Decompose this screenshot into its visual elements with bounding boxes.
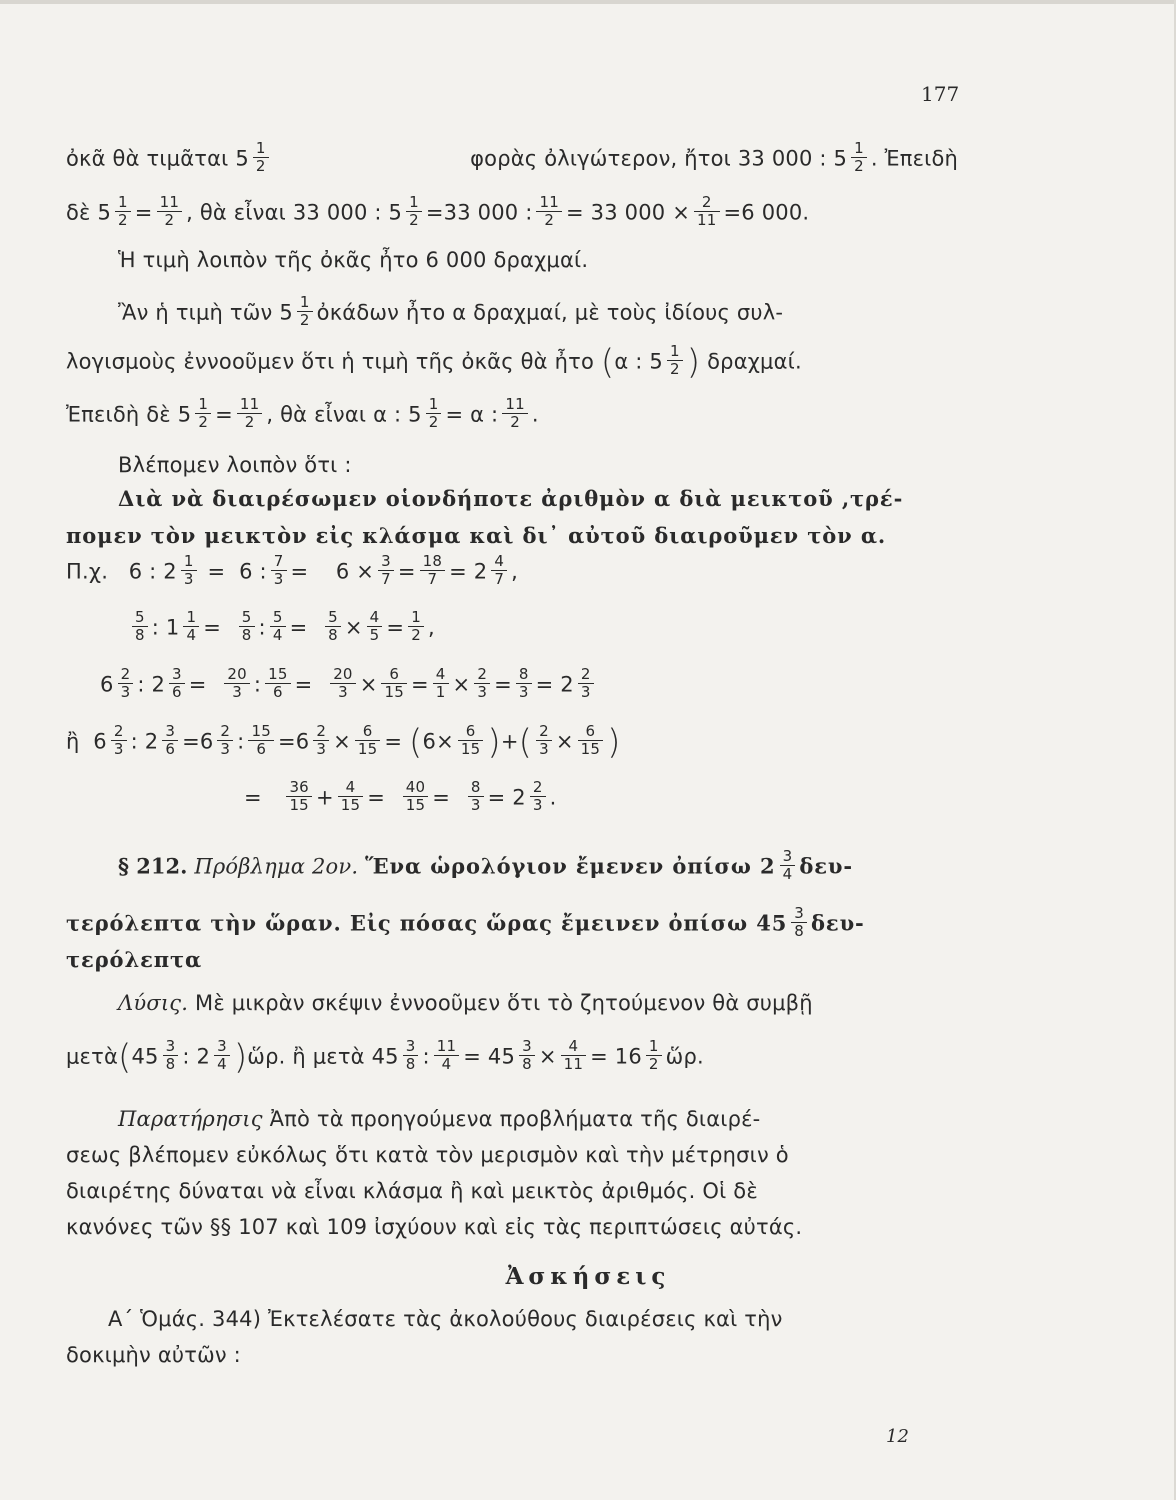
fraction: $\frac{1}{2}$	[195, 396, 211, 431]
fraction: $\frac{8}{3}$	[468, 779, 484, 814]
fraction: $\frac{2}{3}$	[474, 666, 490, 701]
solution-line-2: μετὰ(45 $\frac{3}{8}$ : 2 $\frac{3}{4}$ )ὥρ. ἢ μετὰ 45 $\frac{3}{8}$ : $\frac{11}{4}$ = 45 $\frac{3}{8}$ × $\frac{4}{11}$ = 16 $\frac{1}{2}$ ὥρ.	[66, 1037, 704, 1078]
fraction: $\frac{6}{15}$	[381, 666, 407, 701]
fraction: $\frac{1}{2}$	[406, 194, 422, 229]
fraction: $\frac{1}{4}$	[183, 609, 199, 644]
text-line-1	[66, 139, 958, 177]
fraction: $\frac{3}{4}$	[214, 1038, 230, 1073]
fraction: $\frac{6}{15}$	[458, 723, 484, 758]
exercise-line-1: Α΄ Ὁμάς. 344) Ἐκτελέσατε τὰς ἀκολούθους διαιρέσεις καὶ τὴν	[108, 1307, 783, 1331]
fraction: $\frac{36}{15}$	[286, 779, 312, 814]
section-heading: Ἀσκήσεις	[505, 1263, 671, 1290]
fraction: $\frac{2}{3}$	[118, 666, 134, 701]
fraction: $\frac{3}{6}$	[162, 723, 178, 758]
fraction: $\frac{2}{3}$	[536, 723, 552, 758]
page-top-edge	[0, 0, 1176, 4]
fraction: $\frac{8}{3}$	[516, 666, 532, 701]
fraction: $\frac{1}{2}$	[646, 1038, 662, 1073]
fraction: $\frac{15}{6}$	[248, 723, 274, 758]
remark-line-4: κανόνες τῶν §§ 107 καὶ 109 ἰσχύουν καὶ εἰς τὰς περιπτώσεις αὐτάς.	[66, 1215, 803, 1239]
fraction: $\frac{3}{7}$	[378, 553, 394, 588]
solution-line-1: Λύσις. Μὲ μικρὰν σκέψιν ἐννοοῦμεν ὅτι τὸ ζητούμενον θὰ συμβῇ	[118, 991, 813, 1015]
text-line-3	[118, 245, 1010, 275]
fraction: $\frac{18}{7}$	[420, 553, 446, 588]
fraction: $\frac{1}{2}$	[667, 343, 683, 378]
fraction: $\frac{11}{2}$	[502, 396, 528, 431]
example-line-3: 6 $\frac{2}{3}$ : 2 $\frac{3}{6}$ = $\frac{20}{3}$ : $\frac{15}{6}$ = $\frac{20}{3}$ × $\frac{6}{15}$ = $\frac{4}{1}$ × $\frac{2}{3}$ = $\frac{8}{3}$ = 2 $\frac{2}{3}$	[100, 668, 992, 703]
fraction: $\frac{1}{2}$	[426, 396, 442, 431]
fraction: $\frac{40}{15}$	[403, 779, 429, 814]
fraction: $\frac{4}{1}$	[433, 666, 449, 701]
fraction: $\frac{5}{8}$	[325, 609, 341, 644]
fraction: $\frac{3}{4}$	[780, 848, 796, 883]
fraction: $\frac{2}{3}$	[217, 723, 233, 758]
fraction: $\frac{15}{6}$	[265, 666, 291, 701]
fraction: $\frac{1}{3}$	[181, 553, 197, 588]
fraction: $\frac{4}{11}$	[561, 1038, 587, 1073]
fraction: $\frac{1}{2}$	[408, 609, 424, 644]
fraction: $\frac{5}{8}$	[132, 609, 148, 644]
problem-line-1: § 212. Πρόβλημα 2ον. Ἕνα ὡρολόγιον ἔμενεν ὀπίσω 2 $\frac{3}{4}$ δευ-	[118, 847, 853, 883]
fraction: $\frac{1}{2}$	[297, 294, 313, 329]
text-line-5	[66, 342, 958, 383]
example-line-5: = $\frac{36}{15}$ + $\frac{4}{15}$ = $\frac{40}{15}$ = $\frac{8}{3}$ = 2 $\frac{2}{3}$ .	[244, 778, 557, 814]
remark-line-2: σεως βλέπομεν εὐκόλως ὅτι κατὰ τὸν μερισμὸν καὶ τὴν μέτρησιν ὁ	[66, 1143, 789, 1167]
remark-line-3: διαιρέτης δύναται νὰ εἶναι κλάσμα ἢ καὶ μεικτὸς ἀριθμός. Οἱ δὲ	[66, 1179, 758, 1203]
page-number: 177	[921, 82, 960, 106]
problem-line-2: τερόλεπτα τὴν ὥραν. Εἰς πόσας ὥρας ἔμεινεν ὀπίσω 45 $\frac{3}{8}$ δευ-	[66, 904, 865, 940]
fraction: $\frac{4}{7}$	[491, 553, 507, 588]
text-line-6: Ἐπειδὴ δὲ 5 $\frac{1}{2}$ = $\frac{11}{2}$ , θὰ εἶναι α : 5 $\frac{1}{2}$ = α : $\frac{11}{2}$ .	[66, 395, 539, 431]
text-segment: δὲ 5 $\frac{1}{2}$ = $\frac{11}{2}$ , θὰ εἶναι 33 000 : 5 $\frac{1}{2}$ =33 000 : $\frac{11}{2}$ = 33 000 × $\frac{2}{11}$ =6 000.	[66, 193, 810, 229]
fraction: $\frac{3}{8}$	[519, 1038, 535, 1073]
fraction: $\frac{20}{3}$	[330, 666, 356, 701]
text-line-2	[66, 193, 958, 231]
fraction: $\frac{3}{8}$	[791, 905, 807, 940]
fraction: $\frac{1}{2}$	[253, 140, 269, 175]
fraction: $\frac{4}{15}$	[338, 779, 364, 814]
example-line-1: Π.χ. 6 : 2 $\frac{1}{3}$ = 6 : $\frac{7}{3}$ = 6 × $\frac{3}{7}$ = $\frac{18}{7}$ = 2 $\frac{4}{7}$ ,	[66, 552, 519, 588]
text-segment: λογισμοὺς ἐννοοῦμεν ὅτι ἡ τιμὴ τῆς ὀκᾶς θὰ ἦτο (α : 5 $\frac{1}{2}$ ) δραχμαί.	[66, 342, 802, 383]
text-segment: Ἡ τιμὴ λοιπὸν τῆς ὀκᾶς ἦτο 6 000 δραχμαί.	[118, 248, 589, 272]
fraction: $\frac{3}{6}$	[169, 666, 185, 701]
exercise-line-2: δοκιμὴν αὐτῶν :	[66, 1343, 241, 1367]
fraction: $\frac{11}{2}$	[536, 194, 562, 229]
fraction: $\frac{6}{15}$	[578, 723, 604, 758]
footer-number: 12	[886, 1426, 909, 1447]
text-line-7: Βλέπομεν λοιπὸν ὅτι :	[118, 453, 352, 477]
fraction: $\frac{2}{3}$	[111, 723, 127, 758]
fraction: $\frac{5}{8}$	[239, 609, 255, 644]
fraction: $\frac{2}{3}$	[530, 779, 546, 814]
fraction: $\frac{11}{2}$	[157, 194, 183, 229]
fraction: $\frac{1}{2}$	[115, 194, 131, 229]
fraction: $\frac{6}{15}$	[355, 723, 381, 758]
example-line-4: ἢ 6 $\frac{2}{3}$ : 2 $\frac{3}{6}$ =6 $\frac{2}{3}$ : $\frac{15}{6}$ =6 $\frac{2}{3}$ × $\frac{6}{15}$ = (6× $\frac{6}{15}$ )+( $\frac{2}{3}$ × $\frac{6}{15}$ )	[66, 722, 621, 763]
fraction: $\frac{2}{3}$	[578, 666, 594, 701]
rule-line-2: πομεν τὸν μεικτὸν εἰς κλάσμα καὶ δι᾽ αὐτοῦ διαιροῦμεν τὸν α.	[66, 523, 887, 548]
text-segment: ὀκᾶ θὰ τιμᾶται 5 $\frac{1}{2}$	[66, 142, 273, 177]
fraction: $\frac{4}{5}$	[367, 609, 383, 644]
example-line-2: $\frac{5}{8}$ : 1 $\frac{1}{4}$ = $\frac{5}{8}$ : $\frac{5}{4}$ = $\frac{5}{8}$ × $\frac{4}{5}$ = $\frac{1}{2}$ ,	[128, 611, 1020, 646]
fraction: $\frac{1}{2}$	[851, 140, 867, 175]
text-segment: Ἂν ἡ τιμὴ τῶν 5 $\frac{1}{2}$ ὀκάδων ἦτο α δραχμαί, μὲ τοὺς ἰδίους συλ-	[118, 293, 784, 329]
fraction: $\frac{11}{4}$	[434, 1038, 460, 1073]
remark-line-1: Παρατήρησις Ἀπὸ τὰ προηγούμενα προβλήματα τῆς διαιρέ-	[118, 1107, 761, 1131]
fraction: $\frac{2}{3}$	[313, 723, 329, 758]
fraction: $\frac{5}{4}$	[270, 609, 286, 644]
fraction: $\frac{7}{3}$	[271, 553, 287, 588]
text-line-4	[118, 293, 958, 331]
fraction: $\frac{3}{8}$	[163, 1038, 179, 1073]
rule-line-1: Διὰ νὰ διαιρέσωμεν οἱονδήποτε ἀριθμὸν α διὰ μεικτοῦ ,τρέ-	[118, 486, 904, 511]
problem-line-3: τερόλεπτα	[66, 947, 203, 972]
fraction: $\frac{20}{3}$	[224, 666, 250, 701]
text-segment: φορὰς ὀλιγώτερον, ἤτοι 33 000 : 5 $\frac{1}{2}$ . Ἐπειδὴ	[470, 139, 958, 175]
fraction: $\frac{11}{2}$	[237, 396, 263, 431]
fraction: $\frac{3}{8}$	[403, 1038, 419, 1073]
fraction: $\frac{2}{11}$	[694, 194, 720, 229]
